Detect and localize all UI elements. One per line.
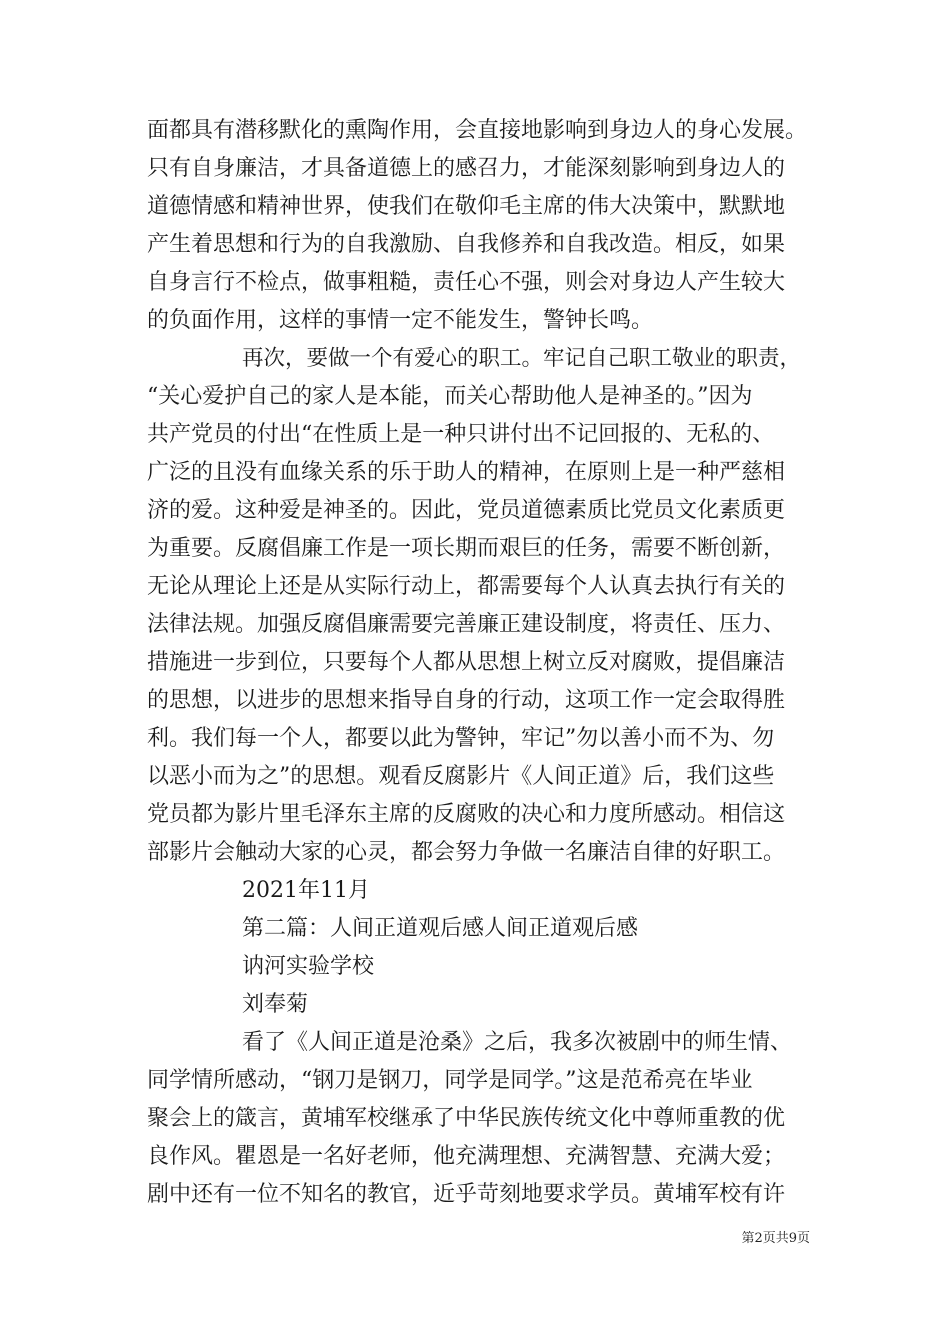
text-line: 剧中还有一位不知名的教官，近乎苛刻地要求学员。黄埔军校有许 <box>147 1182 786 1207</box>
text-line: 刘奉菊 <box>242 992 309 1017</box>
text-line: 讷河实验学校 <box>242 954 375 979</box>
page-number: 第2页共9页 <box>741 1231 810 1246</box>
text-line: “关心爱护自己的家人是本能，而关心帮助他人是神圣的。”因为 <box>147 384 753 409</box>
text-line: 为重要。反腐倡廉工作是一项长期而艰巨的任务，需要不断创新， <box>147 536 786 561</box>
text-line: 部影片会触动大家的心灵，都会努力争做一名廉洁自律的好职工。 <box>147 840 786 865</box>
text-line: 措施进一步到位，只要每个人都从思想上树立反对腐败，提倡廉洁 <box>147 650 786 675</box>
text-line: 再次，要做一个有爱心的职工。牢记自己职工敬业的职责， <box>242 346 802 371</box>
text-line: 第二篇：人间正道观后感人间正道观后感 <box>242 916 639 941</box>
text-line: 的思想，以进步的思想来指导自身的行动，这项工作一定会取得胜 <box>147 688 786 713</box>
text-line: 良作风。瞿恩是一名好老师，他充满理想、充满智慧、充满大爱； <box>147 1144 786 1169</box>
text-line: 同学情所感动，“钢刀是钢刀，同学是同学。”这是范希亮在毕业 <box>147 1068 753 1093</box>
text-line: 利。我们每一个人，都要以此为警钟，牢记”勿以善小而不为、勿 <box>147 726 775 751</box>
text-line: 道德情感和精神世界，使我们在敬仰毛主席的伟大决策中，默默地 <box>147 194 786 219</box>
text-line: 党员都为影片里毛泽东主席的反腐败的决心和力度所感动。相信这 <box>147 802 786 827</box>
text-line: 聚会上的箴言，黄埔军校继承了中华民族传统文化中尊师重教的优 <box>147 1106 786 1131</box>
text-line: 2021年11月 <box>242 878 370 903</box>
text-line: 法律法规。加强反腐倡廉需要完善廉正建设制度，将责任、压力、 <box>147 612 786 637</box>
text-line: 看了《人间正道是沧桑》之后，我多次被剧中的师生情、 <box>242 1030 793 1055</box>
text-line: 只有自身廉洁，才具备道德上的感召力，才能深刻影响到身边人的 <box>147 156 786 181</box>
text-line: 自身言行不检点，做事粗糙，责任心不强，则会对身边人产生较大 <box>147 270 786 295</box>
text-line: 产生着思想和行为的自我激励、自我修养和自我改造。相反，如果 <box>147 232 786 257</box>
text-line: 广泛的且没有血缘关系的乐于助人的精神，在原则上是一种严慈相 <box>147 460 786 485</box>
text-line: 济的爱。这种爱是神圣的。因此，党员道德素质比党员文化素质更 <box>147 498 786 523</box>
text-line: 面都具有潜移默化的熏陶作用，会直接地影响到身边人的身心发展。 <box>147 118 807 143</box>
document-body <box>147 112 807 1214</box>
text-line: 无论从理论上还是从实际行动上，都需要每个人认真去执行有关的 <box>147 574 786 599</box>
text-line: 的负面作用，这样的事情一定不能发生，警钟长鸣。 <box>147 308 654 333</box>
text-line: 以恶小而为之”的思想。观看反腐影片《人间正道》后，我们这些 <box>147 764 775 789</box>
text-line: 共产党员的付出“在性质上是一种只讲付出不记回报的、无私的、 <box>147 422 775 447</box>
